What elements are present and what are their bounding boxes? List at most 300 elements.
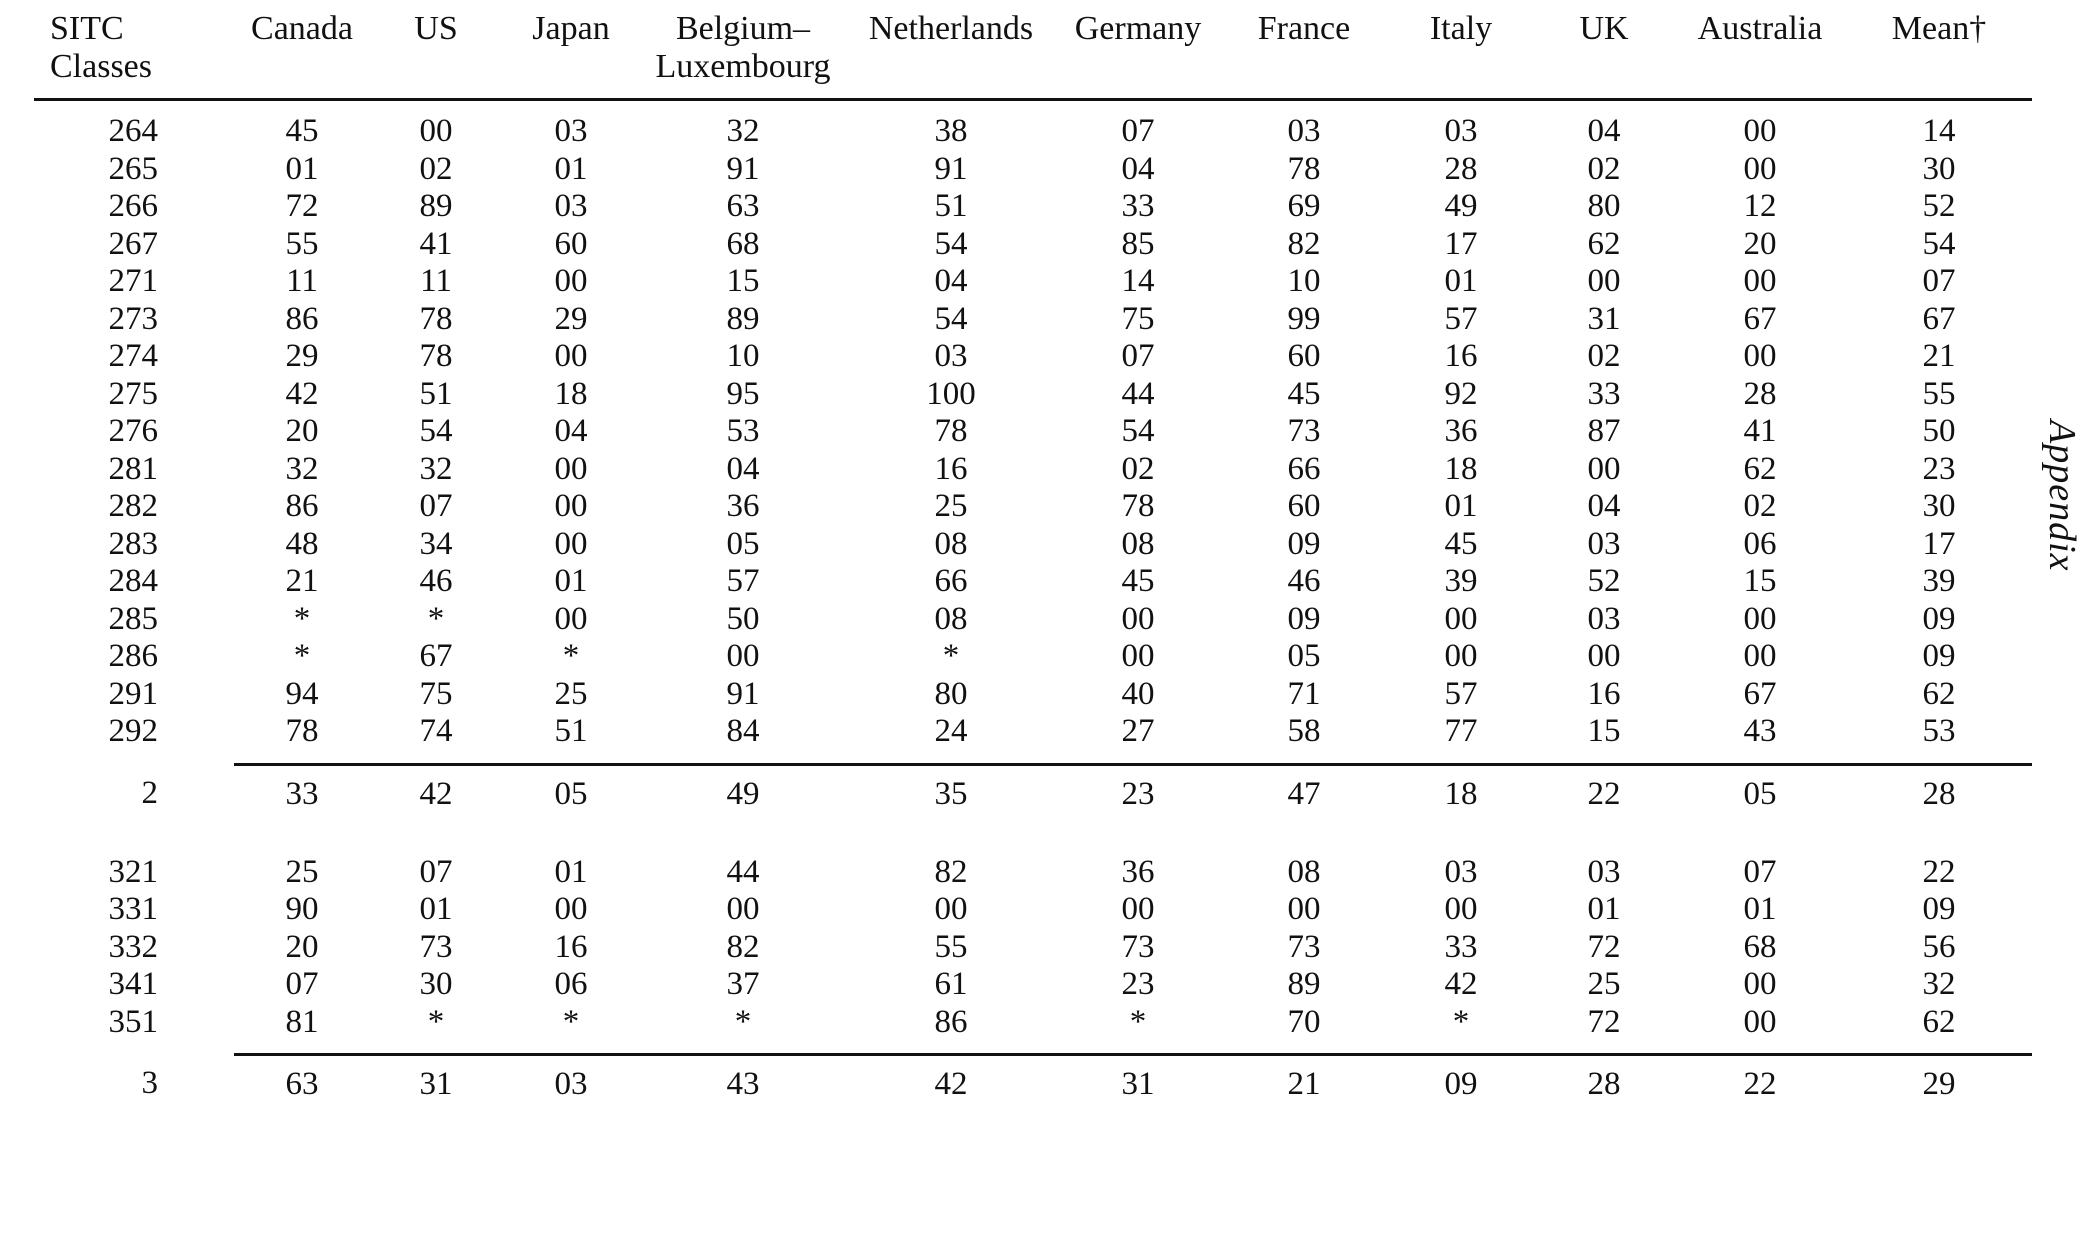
value-cell: 17	[1922, 525, 1956, 562]
value-cell: 25	[285, 853, 319, 890]
value-cell: 70	[1287, 1003, 1321, 1040]
value-cell: 33	[1121, 188, 1155, 224]
value-cell: 43	[1743, 713, 1777, 749]
value-cell: 22	[1534, 764, 1674, 822]
value-cell: 89	[726, 300, 760, 337]
value-cell: 34	[419, 525, 453, 562]
value-cell: 32	[419, 450, 453, 487]
value-cell: 77	[1444, 713, 1478, 749]
sitc-code-cell: 332	[108, 928, 158, 965]
value-cell: 91	[726, 150, 760, 187]
value-cell: 17	[1444, 225, 1478, 262]
value-cell: 22	[1674, 1055, 1846, 1113]
value-cell: 00	[1287, 891, 1321, 927]
column-header	[1220, 4, 1388, 100]
value-cell: 00	[554, 891, 588, 927]
value-cell: 02	[1587, 338, 1621, 374]
value-cell: 69	[1287, 188, 1321, 224]
sitc-code-cell: 276	[108, 413, 158, 449]
value-cell: 40	[1121, 675, 1155, 712]
value-cell: 92	[1444, 375, 1478, 412]
table-row	[34, 601, 2032, 639]
value-cell: 05	[502, 764, 640, 822]
value-cell: 85	[1121, 225, 1155, 262]
column-header	[234, 4, 370, 100]
table-row	[34, 891, 2032, 929]
value-cell: 82	[726, 928, 760, 965]
value-cell: 25	[934, 488, 968, 524]
table-row	[34, 376, 2032, 414]
column-header	[34, 4, 234, 100]
value-cell: 49	[1444, 188, 1478, 224]
value-cell: 45	[285, 113, 319, 149]
value-cell: 99	[1287, 300, 1321, 337]
sitc-code-cell: 274	[108, 338, 158, 374]
value-cell: 71	[1287, 675, 1321, 712]
column-header	[1056, 4, 1220, 100]
value-cell: 01	[1444, 488, 1478, 524]
value-cell: 68	[1743, 928, 1777, 965]
value-cell: 00	[1587, 450, 1621, 487]
column-header-text: SITC Classes	[50, 10, 152, 85]
table-row	[34, 188, 2032, 226]
value-cell: 48	[285, 525, 319, 562]
column-header	[1534, 4, 1674, 100]
value-cell: 00	[554, 338, 588, 374]
value-cell: 14	[1922, 113, 1956, 149]
value-cell: 30	[1922, 150, 1956, 187]
value-cell: 31	[1056, 1055, 1220, 1113]
value-cell: 74	[419, 713, 453, 749]
appendix-side-label: Appendix	[2041, 420, 2083, 572]
value-cell: 31	[370, 1055, 502, 1113]
column-header	[1674, 4, 1846, 100]
value-cell: 00	[1121, 600, 1155, 637]
value-cell: 45	[1121, 563, 1155, 599]
column-header	[640, 4, 846, 100]
value-cell: *	[1129, 1003, 1147, 1040]
value-cell: 00	[1587, 263, 1621, 299]
value-cell: 04	[1121, 150, 1155, 187]
sitc-code-cell: 281	[108, 450, 158, 487]
value-cell: 11	[286, 263, 318, 299]
value-cell: 02	[1121, 450, 1155, 487]
value-cell: 32	[726, 113, 760, 149]
value-cell: 57	[1444, 675, 1478, 712]
value-cell: 39	[1922, 563, 1956, 599]
value-cell: 45	[1444, 525, 1478, 562]
value-cell: 73	[1287, 413, 1321, 449]
total-row	[34, 764, 2032, 822]
value-cell: 18	[1444, 450, 1478, 487]
value-cell: 00	[419, 113, 453, 149]
value-cell: 00	[1743, 1003, 1777, 1040]
value-cell: 06	[554, 966, 588, 1002]
value-cell: 03	[554, 188, 588, 224]
column-header	[1846, 4, 2032, 100]
value-cell: 21	[1220, 1055, 1388, 1113]
value-cell: 100	[926, 375, 976, 412]
value-cell: 03	[934, 338, 968, 374]
value-cell: 00	[554, 450, 588, 487]
sitc-code-cell: 2	[141, 774, 158, 811]
value-cell: 07	[419, 488, 453, 524]
value-cell: 95	[726, 375, 760, 412]
total-row	[34, 1055, 2032, 1113]
value-cell: 51	[554, 713, 588, 749]
value-cell: 53	[726, 413, 760, 449]
table-row	[34, 338, 2032, 376]
value-cell: 20	[285, 413, 319, 449]
value-cell: 56	[1922, 928, 1956, 965]
spacer-row	[34, 1041, 2032, 1055]
value-cell: 78	[1287, 150, 1321, 187]
value-cell: *	[562, 638, 580, 674]
value-cell: 38	[934, 113, 968, 149]
sitc-code-cell: 331	[108, 891, 158, 927]
value-cell: 05	[1287, 638, 1321, 674]
table-row	[34, 413, 2032, 451]
value-cell: 63	[234, 1055, 370, 1113]
value-cell: *	[293, 638, 311, 674]
value-cell: 05	[726, 525, 760, 562]
value-cell: 33	[1587, 375, 1621, 412]
value-cell: 66	[934, 563, 968, 599]
value-cell: 02	[1587, 150, 1621, 187]
value-cell: 36	[1121, 853, 1155, 890]
value-cell: 07	[1922, 263, 1956, 299]
value-cell: 54	[1922, 225, 1956, 262]
value-cell: 54	[934, 225, 968, 262]
value-cell: 07	[419, 853, 453, 890]
table-row	[34, 226, 2032, 264]
value-cell: 51	[934, 188, 968, 224]
column-header-text: Italy	[1429, 10, 1493, 47]
value-cell: 30	[1922, 488, 1956, 524]
value-cell: 07	[285, 966, 319, 1002]
value-cell: 11	[420, 263, 452, 299]
value-cell: 00	[1587, 638, 1621, 674]
value-cell: 15	[726, 263, 760, 299]
column-header-text: Netherlands	[868, 10, 1034, 47]
column-header	[1388, 4, 1534, 100]
sitc-code-cell: 341	[108, 966, 158, 1002]
value-cell: 00	[1444, 891, 1478, 927]
value-cell: 78	[419, 338, 453, 374]
value-cell: *	[1452, 1003, 1470, 1040]
value-cell: 82	[934, 853, 968, 890]
value-cell: 00	[554, 525, 588, 562]
value-cell: 00	[1743, 638, 1777, 674]
sitc-code-cell: 271	[108, 263, 158, 299]
sitc-code-cell: 284	[108, 563, 158, 599]
value-cell: 42	[370, 764, 502, 822]
table-row	[34, 301, 2032, 339]
table-row	[34, 929, 2032, 967]
table-row	[34, 263, 2032, 301]
value-cell: 02	[1743, 488, 1777, 524]
table-row	[34, 854, 2032, 892]
header-row	[34, 4, 2032, 100]
value-cell: 72	[1587, 1003, 1621, 1040]
value-cell: 16	[934, 450, 968, 487]
sitc-code-cell: 264	[108, 113, 158, 149]
value-cell: 80	[1587, 188, 1621, 224]
value-cell: 16	[1444, 338, 1478, 374]
sitc-code-cell: 292	[108, 713, 158, 749]
value-cell: 07	[1121, 113, 1155, 149]
value-cell: 08	[934, 525, 968, 562]
value-cell: 50	[1922, 413, 1956, 449]
value-cell: 09	[1287, 600, 1321, 637]
column-header-text: UK	[1579, 10, 1629, 47]
table-row	[34, 713, 2032, 751]
value-cell: 03	[1444, 113, 1478, 149]
table-body	[34, 100, 2032, 1113]
value-cell: 78	[1121, 488, 1155, 524]
value-cell: 62	[1922, 1003, 1956, 1040]
value-cell: 21	[285, 563, 319, 599]
value-cell: 62	[1922, 675, 1956, 712]
value-cell: 02	[419, 150, 453, 187]
value-cell: 04	[1587, 488, 1621, 524]
value-cell: 44	[1121, 375, 1155, 412]
value-cell: 01	[554, 853, 588, 890]
value-cell: 01	[554, 150, 588, 187]
sitc-code-cell: 291	[108, 675, 158, 712]
value-cell: 01	[1587, 891, 1621, 927]
value-cell: 82	[1287, 225, 1321, 262]
value-cell: 01	[1743, 891, 1777, 927]
value-cell: 54	[419, 413, 453, 449]
value-cell: 62	[1743, 450, 1777, 487]
value-cell: 09	[1922, 891, 1956, 927]
column-header-text: Germany	[1074, 10, 1202, 47]
value-cell: 75	[419, 675, 453, 712]
column-header-text: France	[1257, 10, 1351, 47]
value-cell: 78	[285, 713, 319, 749]
column-header-text: Mean†	[1891, 10, 1987, 47]
value-cell: 36	[1444, 413, 1478, 449]
value-cell: 23	[1121, 966, 1155, 1002]
value-cell: *	[942, 638, 960, 674]
value-cell: 43	[640, 1055, 846, 1113]
sitc-code-cell: 275	[108, 375, 158, 412]
column-header-text: Belgium–	[675, 10, 811, 47]
value-cell: *	[562, 1003, 580, 1040]
value-cell: 73	[419, 928, 453, 965]
value-cell: 60	[1287, 488, 1321, 524]
value-cell: 80	[934, 675, 968, 712]
value-cell: 03	[502, 1055, 640, 1113]
value-cell: 03	[1587, 600, 1621, 637]
value-cell: 50	[726, 600, 760, 637]
value-cell: 20	[285, 928, 319, 965]
value-cell: 00	[554, 600, 588, 637]
table-row	[34, 638, 2032, 676]
value-cell: 29	[554, 300, 588, 337]
value-cell: 04	[726, 450, 760, 487]
value-cell: 45	[1287, 375, 1321, 412]
value-cell: 00	[726, 638, 760, 674]
value-cell: 67	[419, 638, 453, 674]
column-header-text: US	[414, 10, 458, 47]
value-cell: 42	[846, 1055, 1056, 1113]
value-cell: 60	[1287, 338, 1321, 374]
value-cell: 22	[1922, 853, 1956, 890]
value-cell: 55	[934, 928, 968, 965]
value-cell: 57	[1444, 300, 1478, 337]
value-cell: 73	[1121, 928, 1155, 965]
value-cell: 28	[1444, 150, 1478, 187]
value-cell: 20	[1743, 225, 1777, 262]
value-cell: 00	[1743, 113, 1777, 149]
column-header	[370, 4, 502, 100]
value-cell: 63	[726, 188, 760, 224]
value-cell: 68	[726, 225, 760, 262]
value-cell: 57	[726, 563, 760, 599]
value-cell: 55	[1922, 375, 1956, 412]
value-cell: 33	[234, 764, 370, 822]
value-cell: 01	[1444, 263, 1478, 299]
value-cell: 03	[554, 113, 588, 149]
value-cell: 51	[419, 375, 453, 412]
value-cell: 10	[726, 338, 760, 374]
table-row	[34, 526, 2032, 564]
value-cell: 67	[1743, 675, 1777, 712]
value-cell: 55	[285, 225, 319, 262]
value-cell: 23	[1056, 764, 1220, 822]
value-cell: 01	[554, 563, 588, 599]
value-cell: 29	[1846, 1055, 2032, 1113]
value-cell: 90	[285, 891, 319, 927]
value-cell: 16	[1587, 675, 1621, 712]
value-cell: 91	[934, 150, 968, 187]
table-row	[34, 151, 2032, 189]
value-cell: 03	[1587, 525, 1621, 562]
value-cell: 72	[285, 188, 319, 224]
value-cell: 28	[1743, 375, 1777, 412]
value-cell: 32	[285, 450, 319, 487]
value-cell: 00	[1743, 338, 1777, 374]
column-header-text: Japan	[532, 10, 610, 47]
value-cell: 86	[934, 1003, 968, 1040]
value-cell: 09	[1287, 525, 1321, 562]
value-cell: 15	[1743, 563, 1777, 599]
value-cell: 08	[934, 600, 968, 637]
value-cell: 03	[1444, 853, 1478, 890]
value-cell: 67	[1922, 300, 1956, 337]
value-cell: 62	[1587, 225, 1621, 262]
value-cell: 05	[1674, 764, 1846, 822]
column-header	[502, 4, 640, 100]
value-cell: 46	[419, 563, 453, 599]
value-cell: 00	[1743, 966, 1777, 1002]
table-row	[34, 488, 2032, 526]
value-cell: 01	[285, 150, 319, 187]
value-cell: 36	[726, 488, 760, 524]
value-cell: 86	[285, 300, 319, 337]
sitc-code-cell: 282	[108, 488, 158, 524]
value-cell: 27	[1121, 713, 1155, 749]
value-cell: 23	[1922, 450, 1956, 487]
value-cell: 31	[1587, 300, 1621, 337]
table-row	[34, 1004, 2032, 1042]
table-row	[34, 676, 2032, 714]
value-cell: 00	[554, 263, 588, 299]
value-cell: 16	[554, 928, 588, 965]
spacer-row	[34, 100, 2032, 114]
sitc-code-cell: 266	[108, 188, 158, 224]
value-cell: 54	[1121, 413, 1155, 449]
value-cell: 41	[419, 225, 453, 262]
sitc-code-cell: 321	[108, 853, 158, 890]
value-cell: 09	[1388, 1055, 1534, 1113]
column-header-text: Canada	[251, 10, 353, 47]
value-cell: 29	[285, 338, 319, 374]
value-cell: 25	[1587, 966, 1621, 1002]
value-cell: 00	[1743, 600, 1777, 637]
value-cell: 06	[1743, 525, 1777, 562]
value-cell: 28	[1534, 1055, 1674, 1113]
value-cell: 42	[1444, 966, 1478, 1002]
sitc-code-cell: 3	[141, 1065, 158, 1102]
value-cell: 75	[1121, 300, 1155, 337]
value-cell: 08	[1287, 853, 1321, 890]
value-cell: 07	[1121, 338, 1155, 374]
table-row	[34, 113, 2032, 151]
value-cell: 87	[1587, 413, 1621, 449]
value-cell: 46	[1287, 563, 1321, 599]
value-cell: 15	[1587, 713, 1621, 749]
value-cell: *	[427, 600, 445, 637]
value-cell: 08	[1121, 525, 1155, 562]
value-cell: 33	[1444, 928, 1478, 965]
value-cell: 49	[640, 764, 846, 822]
value-cell: 28	[1846, 764, 2032, 822]
value-cell: 81	[285, 1003, 319, 1040]
value-cell: 58	[1287, 713, 1321, 749]
value-cell: 42	[285, 375, 319, 412]
value-cell: 00	[1743, 263, 1777, 299]
value-cell: *	[427, 1003, 445, 1040]
value-cell: 00	[1121, 638, 1155, 674]
value-cell: 89	[1287, 966, 1321, 1002]
value-cell: 00	[1743, 150, 1777, 187]
value-cell: 89	[419, 188, 453, 224]
value-cell: 07	[1743, 853, 1777, 890]
value-cell: 52	[1587, 563, 1621, 599]
sitc-code-cell: 285	[108, 600, 158, 637]
value-cell: 30	[419, 966, 453, 1002]
value-cell: 94	[285, 675, 319, 712]
sitc-code-cell: 265	[108, 150, 158, 187]
sitc-code-cell: 283	[108, 525, 158, 562]
value-cell: 73	[1287, 928, 1321, 965]
value-cell: 00	[1444, 638, 1478, 674]
value-cell: 78	[419, 300, 453, 337]
value-cell: 09	[1922, 600, 1956, 637]
value-cell: 01	[419, 891, 453, 927]
value-cell: 04	[554, 413, 588, 449]
sitc-data-table	[34, 4, 2032, 1112]
value-cell: 84	[726, 713, 760, 749]
value-cell: 04	[1587, 113, 1621, 149]
value-cell: 21	[1922, 338, 1956, 374]
value-cell: 00	[1444, 600, 1478, 637]
value-cell: 14	[1121, 263, 1155, 299]
value-cell: 04	[934, 263, 968, 299]
